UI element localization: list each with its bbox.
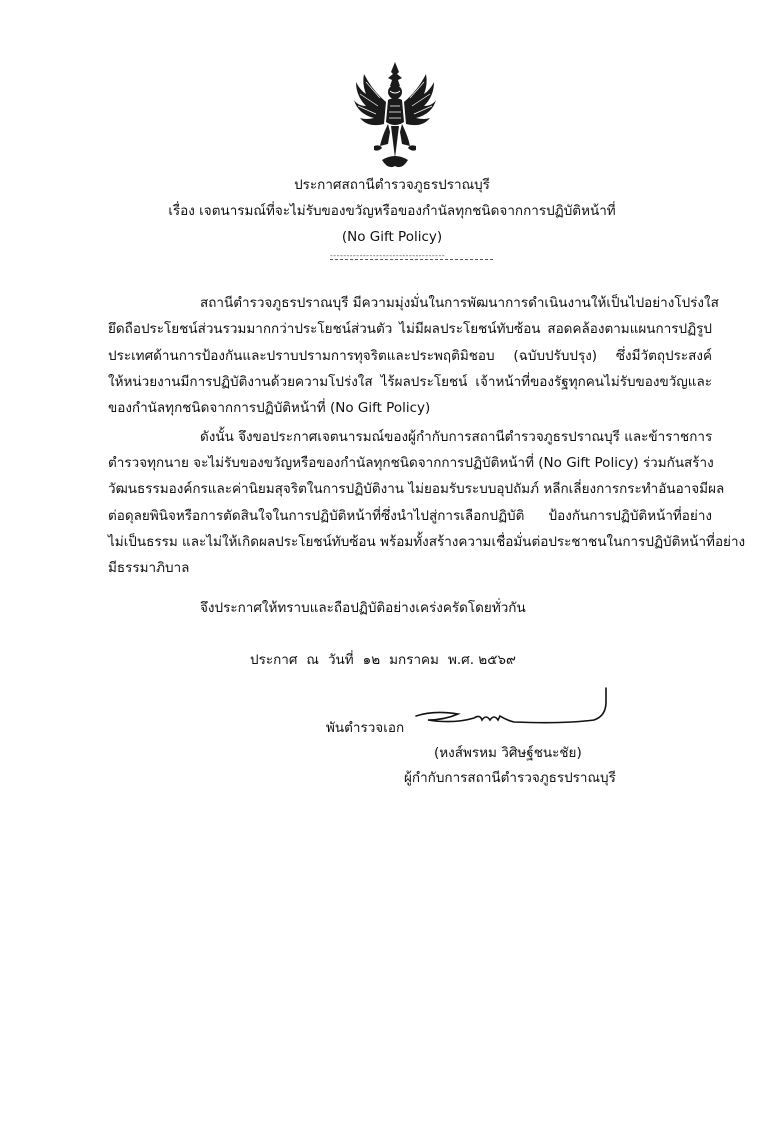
announcement-subtitle: (No Gift Policy) — [341, 229, 443, 245]
paragraph1-line: สถานีตำรวจภูธรปราณบุรี มีความมุ่งมั่นในการพัฒนาการดำเนินงานให้เป็นไปอย่างโปร่งใส — [200, 295, 719, 311]
paragraph1-line: ให้หน่วยงานมีการปฏิบัติงานด้วยความโปร่งใส ไร้ผลประโยชน์ เจ้าหน้าที่ของรัฐทุกคนไม่รับของขวัญและ — [108, 374, 712, 390]
signer-position: ผู้กำกับการสถานีตำรวจภูธรปราณบุรี — [404, 770, 616, 786]
announcement-subject: เรื่อง เจตนารมณ์ที่จะไม่รับของขวัญหรือของกำนัลทุกชนิดจากการปฏิบัติหน้าที่ — [168, 203, 616, 219]
date-prefix: ประกาศ — [250, 652, 298, 668]
header-separator-text: ----------------------------------- — [330, 251, 446, 260]
date-at: ณ — [306, 652, 319, 668]
paragraph1-line: ประเทศด้านการป้องกันและปราบปรามการทุจริตและประพฤติมิชอบ (ฉบับปรับปรุง) ซึ่งมีวัตถุประสงค์ — [108, 348, 712, 364]
announcement-date — [250, 650, 525, 670]
date-day: ๑๒ — [362, 652, 381, 668]
paragraph2-line: ไม่เป็นธรรม และไม่ให้เกิดผลประโยชน์ทับซ้อน พร้อมทั้งสร้างความเชื่อมั่นต่อประชาชนในการปฏิบัติหน้าที่อย่าง — [108, 534, 746, 550]
date-year: พ.ศ. ๒๕๖๙ — [447, 652, 516, 668]
date-month: มกราคม — [389, 652, 439, 668]
signer-rank: พันตำรวจเอก — [326, 720, 405, 736]
closing-statement: จึงประกาศให้ทราบและถือปฏิบัติอย่างเคร่งครัดโดยทั่วกัน — [200, 600, 526, 616]
signer-name: (หงส์พรหม วิศิษฐ์ชนะชัย) — [434, 745, 582, 761]
handwritten-signature — [414, 686, 610, 736]
paragraph2-line: ตำรวจทุกนาย จะไม่รับของขวัญหรือของกำนัลทุกชนิดจากการปฏิบัติหน้าที่ (No Gift Policy) ร่วมกันสร้าง — [108, 455, 714, 471]
date-day-label: วันที่ — [327, 652, 354, 668]
paragraph2-line: ดังนั้น จึงขอประกาศเจตนารมณ์ของผู้กำกับการสถานีตำรวจภูธรปราณบุรี และข้าราชการ — [200, 429, 713, 445]
garuda-emblem-icon — [352, 60, 438, 172]
paragraph2-line: วัฒนธรรมองค์กรและค่านิยมสุจริตในการปฏิบัติงาน ไม่ยอมรับระบบอุปถัมภ์ หลีกเลี่ยงการกระทำอันอาจมีผล — [108, 481, 725, 497]
announcement-title: ประกาศสถานีตำรวจภูธรปราณบุรี — [294, 177, 490, 193]
paragraph1-line: ยึดถือประโยชน์ส่วนรวมมากกว่าประโยชน์ส่วนตัว ไม่มีผลประโยชน์ทับซ้อน สอดคล้องตามแผนการปฏิรูป — [108, 321, 712, 337]
paragraph2-line: มีธรรมาภิบาล — [108, 560, 190, 576]
paragraph1-line: ของกำนัลทุกชนิดจากการปฏิบัติหน้าที่ (No Gift Policy) — [108, 400, 431, 416]
paragraph2-line: ต่อดุลยพินิจหรือการตัดสินใจในการปฏิบัติหน้าที่ซึ่งนำไปสู่การเลือกปฏิบัติ ป้องกันการปฏิบัติหน้าที่อย่าง — [108, 508, 712, 524]
